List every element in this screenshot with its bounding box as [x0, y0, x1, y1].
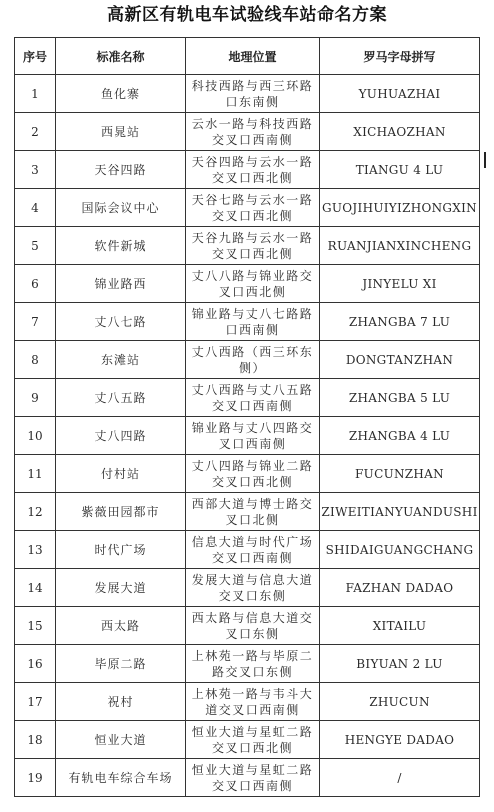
station-romanization: ZIWEITIANYUANDUSHI: [320, 493, 480, 531]
station-number: 17: [15, 683, 56, 721]
station-location: 恒业大道与星虹二路交叉口西南侧: [186, 759, 320, 797]
station-name: 鱼化寨: [56, 75, 186, 113]
station-name: 祝村: [56, 683, 186, 721]
station-number: 16: [15, 645, 56, 683]
station-number: 5: [15, 227, 56, 265]
station-number: 1: [15, 75, 56, 113]
station-location: 信息大道与时代广场交叉口西南侧: [186, 531, 320, 569]
station-number: 4: [15, 189, 56, 227]
station-location: 丈八西路（西三环东侧）: [186, 341, 320, 379]
header-location: 地理位置: [186, 38, 320, 75]
table-row: [15, 683, 480, 721]
station-name: 时代广场: [56, 531, 186, 569]
station-name: 丈八四路: [56, 417, 186, 455]
table-row: [15, 759, 480, 797]
station-romanization: HENGYE DADAO: [320, 721, 480, 759]
table-row: [15, 417, 480, 455]
station-romanization: ZHANGBA 7 LU: [320, 303, 480, 341]
station-number: 13: [15, 531, 56, 569]
table-row: [15, 189, 480, 227]
station-number: 2: [15, 113, 56, 151]
station-romanization: TIANGU 4 LU: [320, 151, 480, 189]
station-number: 6: [15, 265, 56, 303]
station-name: 西晁站: [56, 113, 186, 151]
station-number: 3: [15, 151, 56, 189]
table-body: [15, 75, 480, 797]
station-number: 14: [15, 569, 56, 607]
station-location: 天谷四路与云水一路交叉口西北侧: [186, 151, 320, 189]
station-location: 上林苑一路与毕原二路交叉口东侧: [186, 645, 320, 683]
station-romanization: XICHAOZHAN: [320, 113, 480, 151]
station-name: 东滩站: [56, 341, 186, 379]
station-name: 发展大道: [56, 569, 186, 607]
station-name: 紫薇田园都市: [56, 493, 186, 531]
station-number: 11: [15, 455, 56, 493]
station-romanization: RUANJIANXINCHENG: [320, 227, 480, 265]
table-row: [15, 265, 480, 303]
station-location: 天谷七路与云水一路交叉口西北侧: [186, 189, 320, 227]
station-name: 恒业大道: [56, 721, 186, 759]
station-number: 9: [15, 379, 56, 417]
station-romanization: SHIDAIGUANGCHANG: [320, 531, 480, 569]
station-number: 8: [15, 341, 56, 379]
station-location: 天谷九路与云水一路交叉口西北侧: [186, 227, 320, 265]
station-naming-table: [14, 37, 480, 797]
header-name: 标准名称: [56, 38, 186, 75]
station-location: 锦业路与丈八四路交叉口西南侧: [186, 417, 320, 455]
station-romanization: /: [320, 759, 480, 797]
station-number: 15: [15, 607, 56, 645]
station-romanization: GUOJIHUIYIZHONGXIN: [320, 189, 480, 227]
station-location: 恒业大道与星虹二路交叉口西北侧: [186, 721, 320, 759]
station-romanization: DONGTANZHAN: [320, 341, 480, 379]
station-name: 国际会议中心: [56, 189, 186, 227]
station-name: 付村站: [56, 455, 186, 493]
station-name: 软件新城: [56, 227, 186, 265]
station-romanization: FUCUNZHAN: [320, 455, 480, 493]
station-name: 西太路: [56, 607, 186, 645]
station-romanization: BIYUAN 2 LU: [320, 645, 480, 683]
station-romanization: ZHANGBA 5 LU: [320, 379, 480, 417]
scroll-mark: [484, 152, 486, 168]
station-location: 西部大道与博士路交叉口北侧: [186, 493, 320, 531]
table-row: [15, 721, 480, 759]
station-name: 锦业路西: [56, 265, 186, 303]
header-no: 序号: [15, 38, 56, 75]
station-location: 丈八四路与锦业二路交叉口西北侧: [186, 455, 320, 493]
station-location: 丈八八路与锦业路交叉口西北侧: [186, 265, 320, 303]
station-number: 19: [15, 759, 56, 797]
station-name: 丈八五路: [56, 379, 186, 417]
station-romanization: ZHANGBA 4 LU: [320, 417, 480, 455]
station-location: 云水一路与科技西路交叉口西南侧: [186, 113, 320, 151]
header-roman: 罗马字母拼写: [320, 38, 480, 75]
station-romanization: FAZHAN DADAO: [320, 569, 480, 607]
station-name: 毕原二路: [56, 645, 186, 683]
table-row: [15, 569, 480, 607]
table-row: [15, 455, 480, 493]
table-row: [15, 227, 480, 265]
table-row: [15, 379, 480, 417]
station-romanization: XITAILU: [320, 607, 480, 645]
table-row: [15, 113, 480, 151]
table-row: [15, 531, 480, 569]
station-location: 西太路与信息大道交叉口东侧: [186, 607, 320, 645]
table-row: [15, 645, 480, 683]
table-row: [15, 607, 480, 645]
table-row: [15, 75, 480, 113]
station-location: 上林苑一路与韦斗大道交叉口西南侧: [186, 683, 320, 721]
station-romanization: JINYELU XI: [320, 265, 480, 303]
station-number: 18: [15, 721, 56, 759]
station-location: 发展大道与信息大道交叉口东侧: [186, 569, 320, 607]
table-header-row: [15, 38, 480, 75]
table-row: [15, 151, 480, 189]
station-name: 丈八七路: [56, 303, 186, 341]
station-romanization: ZHUCUN: [320, 683, 480, 721]
station-name: 有轨电车综合车场: [56, 759, 186, 797]
station-location: 科技西路与西三环路口东南侧: [186, 75, 320, 113]
table-row: [15, 493, 480, 531]
station-number: 12: [15, 493, 56, 531]
station-number: 10: [15, 417, 56, 455]
station-romanization: YUHUAZHAI: [320, 75, 480, 113]
table-row: [15, 341, 480, 379]
table-row: [15, 303, 480, 341]
station-location: 丈八西路与丈八五路交叉口西南侧: [186, 379, 320, 417]
document-title: 高新区有轨电车试验线车站命名方案: [107, 5, 387, 25]
station-location: 锦业路与丈八七路路口西南侧: [186, 303, 320, 341]
station-number: 7: [15, 303, 56, 341]
station-name: 天谷四路: [56, 151, 186, 189]
